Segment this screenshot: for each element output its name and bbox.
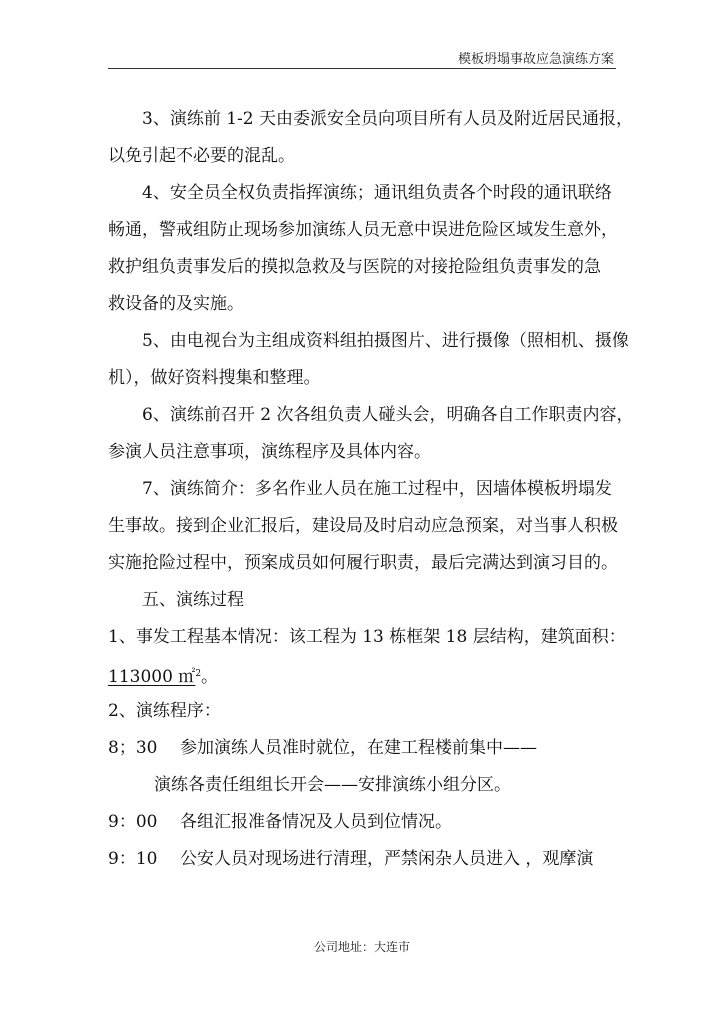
item-2: 2、演练程序： (108, 701, 221, 721)
schedule-row-1-continuation: 演练各责任组组长开会——安排演练小组分区。 (154, 775, 511, 795)
schedule-text: 公安人员对现场进行清理，严禁闲杂人员进入 ，观摩演 (180, 849, 594, 869)
header-rule (108, 68, 616, 69)
item-1-line-2 (108, 663, 218, 688)
header-title: 模板坍塌事故应急演练方案 (457, 52, 614, 67)
paragraph-3-line-2: 以免引起不必要的混乱。 (108, 146, 295, 166)
item-1-period: 。 (201, 667, 219, 687)
schedule-row-1 (108, 737, 620, 759)
paragraph-3-line-1: 3、演练前 1-2 天由委派安全员向项目所有人员及附近居民通报， (142, 109, 633, 129)
building-area-value: 113000 ㎡ (108, 667, 196, 687)
paragraph-4-line-3: 救护组负责事发后的摸拟急救及与医院的对接抢险组负责事发的急 (108, 257, 601, 277)
paragraph-4-line-1: 4、安全员全权负责指挥演练；通讯组负责各个时段的通讯联络 (142, 183, 612, 203)
section-heading: 五、演练过程 (142, 590, 244, 610)
schedule-time: 9：10 (108, 849, 158, 869)
area-superscript: 2 (195, 669, 202, 679)
item-1-line-1: 1、事发工程基本情况：该工程为 13 栋框架 18 层结构，建筑面积： (108, 627, 626, 647)
paragraph-5-line-2: 机），做好资料搜集和整理。 (108, 368, 321, 388)
schedule-time: 9：00 (108, 812, 158, 832)
schedule-row-2 (108, 811, 620, 833)
schedule-time: 8；30 (108, 738, 158, 758)
paragraph-4-line-2: 畅通，警戒组防止现场参加演练人员无意中误进危险区域发生意外， (108, 220, 618, 240)
paragraph-5-line-1: 5、由电视台为主组成资料组拍摄图片、进行摄像（照相机、摄像 (142, 331, 629, 351)
paragraph-7-line-1: 7、演练简介：多名作业人员在施工过程中，因墙体模板坍塌发 (142, 479, 612, 499)
paragraph-6-line-1: 6、演练前召开 2 次各组负责人碰头会，明确各自工作职责内容， (142, 405, 634, 425)
schedule-text: 各组汇报准备情况及人员到位情况。 (180, 812, 452, 832)
paragraph-6-line-2: 参演人员注意事项，演练程序及具体内容。 (108, 442, 431, 462)
schedule-text: 参加演练人员准时就位，在建工程楼前集中—— (180, 738, 537, 758)
paragraph-7-line-2: 生事故。接到企业汇报后，建设局及时启动应急预案，对当事人积极 (108, 516, 618, 536)
schedule-row-3 (108, 848, 620, 870)
footer-address: 公司地址：大连市 (313, 940, 410, 954)
paragraph-7-line-3: 实施抢险过程中，预案成员如何履行职责，最后完满达到演习目的。 (108, 553, 618, 573)
paragraph-4-line-4: 救设备的及实施。 (108, 294, 244, 314)
